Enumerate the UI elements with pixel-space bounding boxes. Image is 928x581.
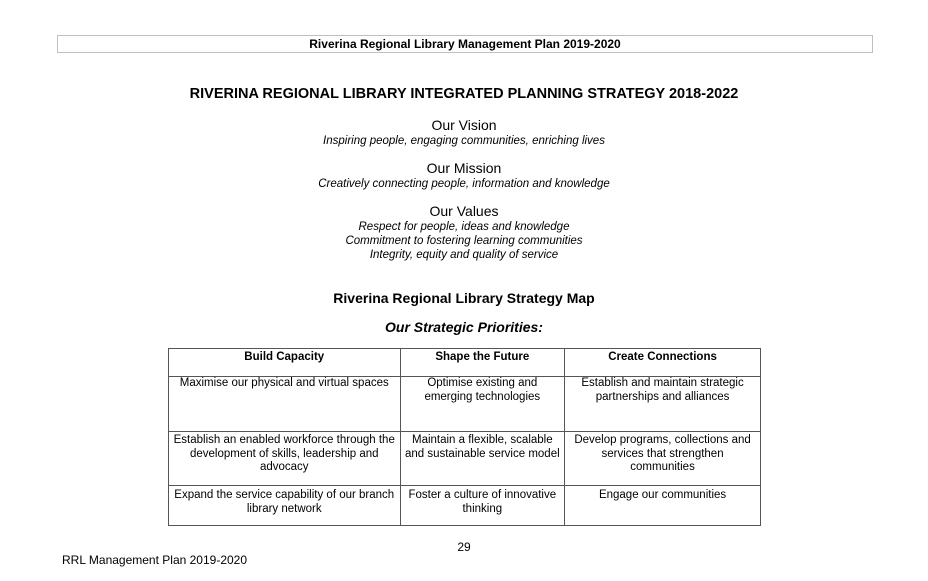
table-cell: Expand the service capability of our branch library network (169, 486, 401, 526)
column-header: Build Capacity (169, 349, 401, 377)
mission-statement: Creatively connecting people, information and knowledge (318, 178, 610, 190)
values-section (0, 203, 928, 262)
vision-heading: Our Vision (431, 117, 497, 133)
strategy-map-title: Riverina Regional Library Strategy Map (333, 290, 595, 306)
table-cell: Optimise existing and emerging technologies (400, 377, 565, 432)
running-footer: RRL Management Plan 2019-2020 (62, 553, 248, 567)
table-row (169, 432, 761, 486)
values-heading: Our Values (429, 203, 499, 219)
table-cell: Establish and maintain strategic partnerships and alliances (565, 377, 761, 432)
vision-statement: Inspiring people, engaging communities, enriching lives (323, 135, 605, 147)
table-cell: Maximise our physical and virtual spaces (169, 377, 401, 432)
table-cell: Engage our communities (565, 486, 761, 526)
priorities-title: Our Strategic Priorities: (385, 319, 543, 335)
running-header: Riverina Regional Library Management Plan 2019-2020 (57, 35, 873, 53)
column-header: Shape the Future (400, 349, 565, 377)
mission-heading: Our Mission (426, 160, 502, 176)
table-cell: Foster a culture of innovative thinking (400, 486, 565, 526)
mission-section (0, 160, 928, 191)
value-line: Integrity, equity and quality of service (369, 249, 559, 261)
table-cell: Develop programs, collections and services that strengthen communities (565, 432, 761, 486)
table-row (169, 377, 761, 432)
table-header-row (169, 349, 761, 377)
vision-section (0, 117, 928, 148)
table-cell: Establish an enabled workforce through the development of skills, leadership and advocacy (169, 432, 401, 486)
table-cell: Maintain a flexible, scalable and sustainable service model (400, 432, 565, 486)
document-title: RIVERINA REGIONAL LIBRARY INTEGRATED PLANNING STRATEGY 2018-2022 (189, 86, 739, 102)
value-line: Commitment to fostering learning communities (345, 235, 583, 247)
strategic-priorities-table (168, 348, 761, 526)
value-line: Respect for people, ideas and knowledge (358, 221, 570, 233)
column-header: Create Connections (565, 349, 761, 377)
table-row (169, 486, 761, 526)
page-number: 29 (457, 540, 471, 554)
